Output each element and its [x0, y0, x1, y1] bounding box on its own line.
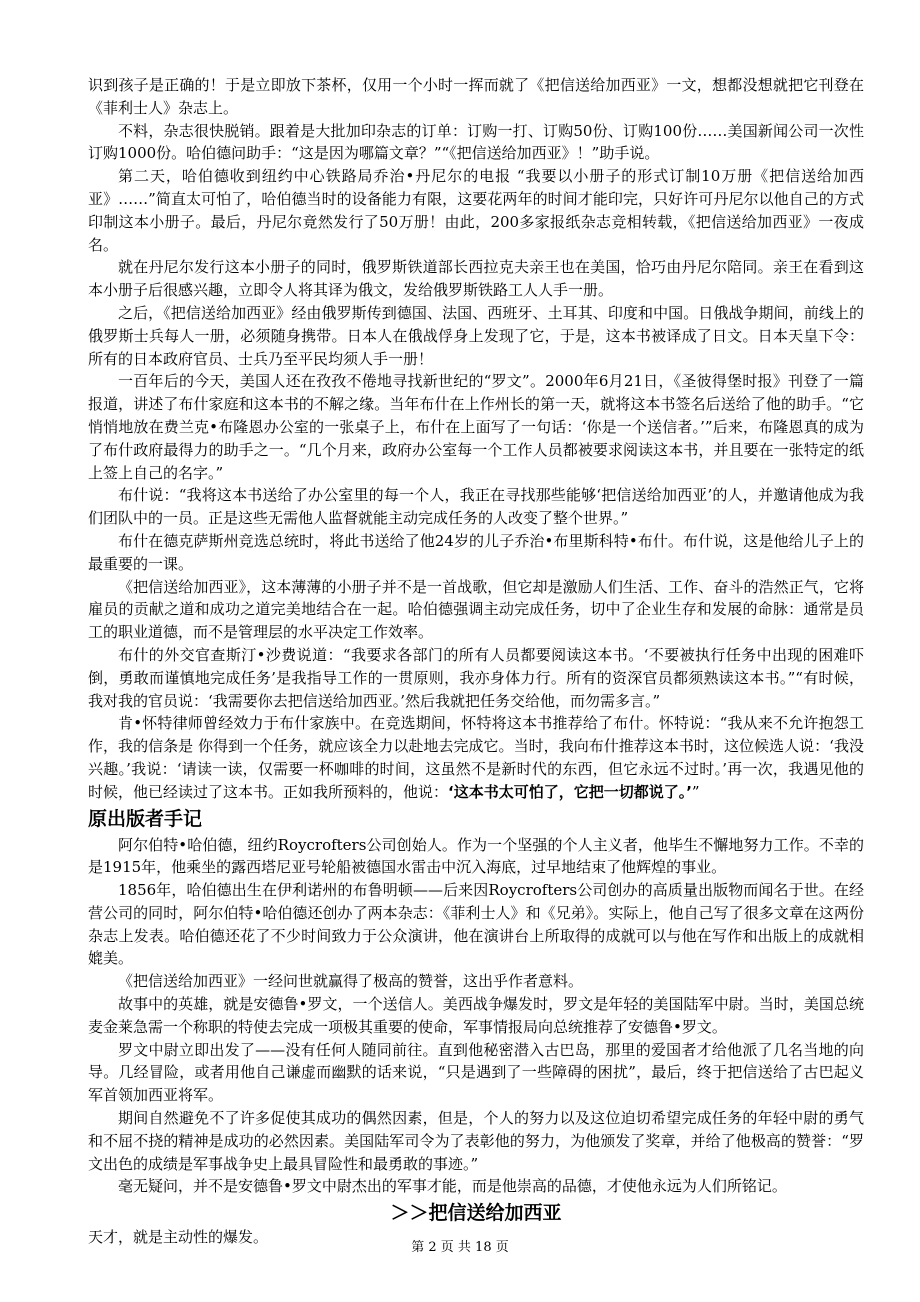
paragraph-text: 肯•怀特律师曾经效力于布什家族中。在竞选期间，怀特将这本书推荐给了布什。怀特说：“我从来不允许抱怨工作，我的信条是 你得到一个任务，就应该全力以赴地去完成它。当时，我向布什推荐这本书时，这位候选人说：‘我没兴趣。’我说：‘请读一读，仅需要一杯咖啡的时间，这虽然不是新时代的东西，但它永远不过时。’再一次，我遇见他的时候，他已经读过了这本书。正如我所预料的，他说： — [88, 714, 864, 801]
paragraph: 1856年，哈伯德出生在伊利诺州的布鲁明顿——后来因Roycrofters公司创办的高质量出版物而闻名于世。在经营公司的同时，阿尔伯特•哈伯德还创办了两本杂志：《菲利士人》和《兄弟》。实际上，他自己写了很多文章在这两份杂志上发表。哈伯德还花了不少时间致力于公众演讲，他在演讲台上所取得的成就可以与他在写作和出版上的成就相媲美。 — [88, 881, 864, 968]
paragraph: 《把信送给加西亚》一经问世就赢得了极高的赞誉，这出乎作者意料。 — [118, 972, 584, 991]
paragraph-continued: 识到孩子是正确的！于是立即放下茶杯，仅用一个小时一挥而就了《把信送给加西亚》一文，想都没想就把它刊登在《菲利士人》杂志上。 — [88, 76, 864, 117]
chapter-heading: ＞＞把信送给加西亚 — [390, 1202, 562, 1225]
paragraph — [88, 712, 864, 803]
paragraph: 罗文中尉立即出发了——没有任何人随同前往。直到他秘密潜入古巴岛，那里的爱国者才给他派了几名当地的向导。几经冒险，或者用他自己谦虚而幽默的话来说，“只是遇到了一些障碍的困扰”，最后，终于把信送给了古巴起义军首领加西亚将军。 — [88, 1040, 864, 1105]
paragraph: 毫无疑问，并不是安德鲁•罗文中尉杰出的军事才能，而是他崇高的品德，才使他永远为人们所铭记。 — [118, 1177, 787, 1196]
closing-quote: ” — [691, 782, 700, 801]
paragraph: 天才，就是主动性的爆发。 — [88, 1228, 269, 1247]
paragraph: 第二天，哈伯德收到纽约中心铁路局乔治•丹尼尔的电报 “我要以小册子的形式订制10万册《把信送给加西亚》……”简直太可怕了，哈伯德当时的设备能力有限，这要花两年的时间才能印完，只好许可丹尼尔以他自己的方式印制这本小册子。最后，丹尼尔竟然发行了50万册！由此，200多家报纸杂志竞相转载，《把信送给加西亚》一夜成名。 — [88, 167, 864, 254]
paragraph: 布什在德克萨斯州竞选总统时，将此书送给了他24岁的儿子乔治•布里斯科特•布什。布什说，这是他给儿子上的最重要的一课。 — [88, 531, 864, 573]
page-footer: 第 2 页 共 18 页 — [411, 1240, 509, 1255]
paragraph: 阿尔伯特•哈伯德，纽约Roycrofters公司创始人。作为一个坚强的个人主义者，他毕生不懈地努力工作。不幸的是1915年，他乘坐的露西塔尼亚号轮船被德国水雷击中沉入海底，过早地结束了他辉煌的事业。 — [88, 835, 864, 877]
paragraph: 一百年后的今天，美国人还在孜孜不倦地寻找新世纪的“罗文”。2000年6月21日，《圣彼得堡时报》刊登了一篇报道，讲述了布什家庭和这本书的不解之缘。当年布什在上作州长的第一天，就将这本书签名后送给了他的助手。“它悄悄地放在费兰克•布隆恩办公室的一张桌子上，布什在上面写了一句话：‘你是一个送信者。’”后来，布隆恩真的成为了布什政府最得力的助手之一。“几个月来，政府办公室每一个工作人员都被要求阅读这本书，并且要在一张特定的纸上签上自己的名字。” — [88, 372, 864, 482]
paragraph: 之后，《把信送给加西亚》经由俄罗斯传到德国、法国、西班牙、土耳其、印度和中国。日俄战争期间，前线上的俄罗斯士兵每人一册，必须随身携带。日本人在俄战俘身上发现了它，于是，这本书被译成了日文。日本天皇下令：所有的日本政府官员、士兵乃至平民均须人手一册！ — [88, 303, 864, 368]
paragraph: 布什的外交官查斯汀•沙费说道：“我要求各部门的所有人员都要阅读这本书。‘不要被执行任务中出现的困难吓倒，勇敢而谨慎地完成任务’是我指导工作的一贯原则，我亦身体力行。所有的资深官员都须熟读这本书。”“有时候，我对我的官员说：‘我需要你去把信送给加西亚。’然后我就把任务交给他，而勿需多言。” — [88, 645, 864, 710]
paragraph: 《把信送给加西亚》，这本薄薄的小册子并不是一首战歌，但它却是激励人们生活、工作、奋斗的浩然正气，它将雇员的贡献之道和成功之道完美地结合在一起。哈伯德强调主动完成任务，切中了企业生存和发展的命脉：通常是员工的职业道德，而不是管理层的水平决定工作效率。 — [88, 577, 864, 642]
document-page — [88, 74, 864, 1249]
paragraph: 故事中的英雄，就是安德鲁•罗文，一个送信人。美西战争爆发时，罗文是年轻的美国陆军中尉。当时，美国总统麦金莱急需一个称职的特使去完成一项极其重要的使命，军事情报局向总统推荐了安德鲁•罗文。 — [88, 995, 864, 1036]
paragraph: 期间自然避免不了许多促使其成功的偶然因素，但是，个人的努力以及这位迫切希望完成任务的年轻中尉的勇气和不屈不挠的精神是成功的必然因素。美国陆军司令为了表彰他的努力，为他颁发了奖章，并给了他极高的赞誉：“罗文出色的成绩是军事战争史上最具冒险性和最勇敢的事迹。” — [88, 1109, 864, 1173]
paragraph: 就在丹尼尔发行这本小册子的同时，俄罗斯铁道部长西拉克夫亲王也在美国，恰巧由丹尼尔陪同。亲王在看到这本小册子后很感兴趣，立即令人将其译为俄文，发给俄罗斯铁路工人人手一册。 — [88, 258, 864, 300]
paragraph: 布什说：“我将这本书送给了办公室里的每一个人，我正在寻找那些能够‘把信送给加西亚’的人，并邀请他成为我们团队中的一员。正是这些无需他人监督就能主动完成任务的人改变了整个世界。” — [88, 486, 864, 528]
section-heading: 原出版者手记 — [88, 807, 203, 830]
bold-quote: ‘这本书太可怕了，它把一切都说了。’ — [448, 782, 692, 801]
paragraph: 不料，杂志很快脱销。跟着是大批加印杂志的订单：订购一打、订购50份、订购100份……美国新闻公司一次性订购1000份。哈伯德问助手：“这是因为哪篇文章？”“《把信送给加西亚》！”助手说。 — [88, 121, 864, 163]
